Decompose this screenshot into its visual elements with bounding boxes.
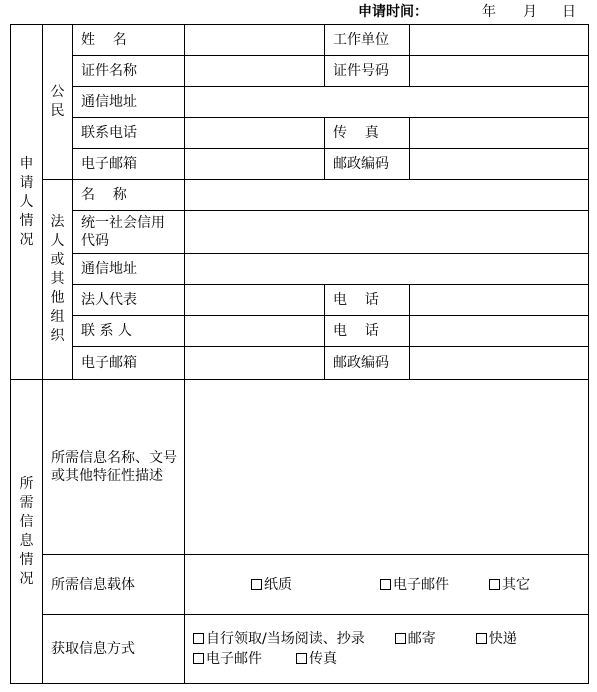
org-email-field[interactable] [185, 347, 325, 380]
citizen-fax-field[interactable] [410, 118, 589, 149]
org-contact-phone-label: 电 话 [325, 316, 410, 347]
org-email-label: 电子邮箱 [73, 347, 185, 380]
checkbox-icon[interactable] [193, 633, 204, 644]
citizen-email-label: 电子邮箱 [73, 149, 185, 180]
citizen-name-field[interactable] [185, 25, 325, 56]
method-option-self-pickup[interactable]: 自行领取/当场阅读、抄录 [193, 630, 365, 648]
method-option-express[interactable]: 快递 [476, 630, 517, 648]
carrier-option-other[interactable]: 其它 [489, 576, 530, 594]
org-contact-label: 联 系 人 [73, 316, 185, 347]
citizen-section-title: 公民 [43, 25, 73, 180]
citizen-id-type-field[interactable] [185, 56, 325, 87]
citizen-employer-field[interactable] [410, 25, 589, 56]
checkbox-icon[interactable] [395, 633, 406, 644]
checkbox-icon[interactable] [251, 579, 262, 590]
org-address-label: 通信地址 [73, 254, 185, 285]
carrier-option-email[interactable]: 电子邮件 [380, 576, 449, 594]
citizen-fax-label: 传 真 [325, 118, 410, 149]
org-rep-phone-label: 电 话 [325, 285, 410, 316]
method-options [185, 615, 589, 684]
org-section-title: 法人或其他组织 [43, 180, 73, 380]
citizen-employer-label: 工作单位 [325, 25, 410, 56]
checkbox-icon[interactable] [489, 579, 500, 590]
citizen-address-label: 通信地址 [73, 87, 185, 118]
org-postcode-field[interactable] [410, 347, 589, 380]
month-label: 月 [523, 4, 537, 20]
checkbox-icon[interactable] [296, 653, 307, 664]
day-label: 日 [562, 4, 576, 20]
citizen-phone-field[interactable] [185, 118, 325, 149]
org-postcode-label: 邮政编码 [325, 347, 410, 380]
org-credit-code-label: 统一社会信用代码 [73, 211, 185, 254]
checkbox-icon[interactable] [193, 653, 204, 664]
citizen-postcode-field[interactable] [410, 149, 589, 180]
application-form-table [10, 24, 589, 684]
citizen-id-type-label: 证件名称 [73, 56, 185, 87]
application-date-label: 申请时间： [358, 4, 428, 20]
org-address-field[interactable] [185, 254, 589, 285]
org-rep-field[interactable] [185, 285, 325, 316]
carrier-options [185, 555, 589, 615]
citizen-phone-label: 联系电话 [73, 118, 185, 149]
org-contact-field[interactable] [185, 316, 325, 347]
checkbox-icon[interactable] [476, 633, 487, 644]
year-label: 年 [482, 4, 496, 20]
org-rep-phone-field[interactable] [410, 285, 589, 316]
org-name-label: 名 称 [73, 180, 185, 211]
info-description-label: 所需信息名称、文号或其他特征性描述 [43, 380, 185, 555]
citizen-name-label: 姓 名 [73, 25, 185, 56]
checkbox-icon[interactable] [380, 579, 391, 590]
info-carrier-label: 所需信息载体 [43, 555, 185, 615]
org-credit-code-field[interactable] [185, 211, 589, 254]
carrier-option-paper[interactable]: 纸质 [251, 576, 292, 594]
method-option-email[interactable]: 电子邮件 [193, 650, 262, 668]
info-section-title: 所需信息情况 [11, 380, 43, 684]
citizen-email-field[interactable] [185, 149, 325, 180]
org-contact-phone-field[interactable] [410, 316, 589, 347]
citizen-id-number-label: 证件号码 [325, 56, 410, 87]
citizen-postcode-label: 邮政编码 [325, 149, 410, 180]
applicant-section-title: 申请人情况 [11, 25, 43, 380]
method-option-fax[interactable]: 传真 [296, 650, 337, 668]
info-description-field[interactable] [185, 380, 589, 555]
citizen-address-field[interactable] [185, 87, 589, 118]
info-method-label: 获取信息方式 [43, 615, 185, 684]
org-rep-label: 法人代表 [73, 285, 185, 316]
citizen-id-number-field[interactable] [410, 56, 589, 87]
org-name-field[interactable] [185, 180, 589, 211]
method-option-mail[interactable]: 邮寄 [395, 630, 436, 648]
